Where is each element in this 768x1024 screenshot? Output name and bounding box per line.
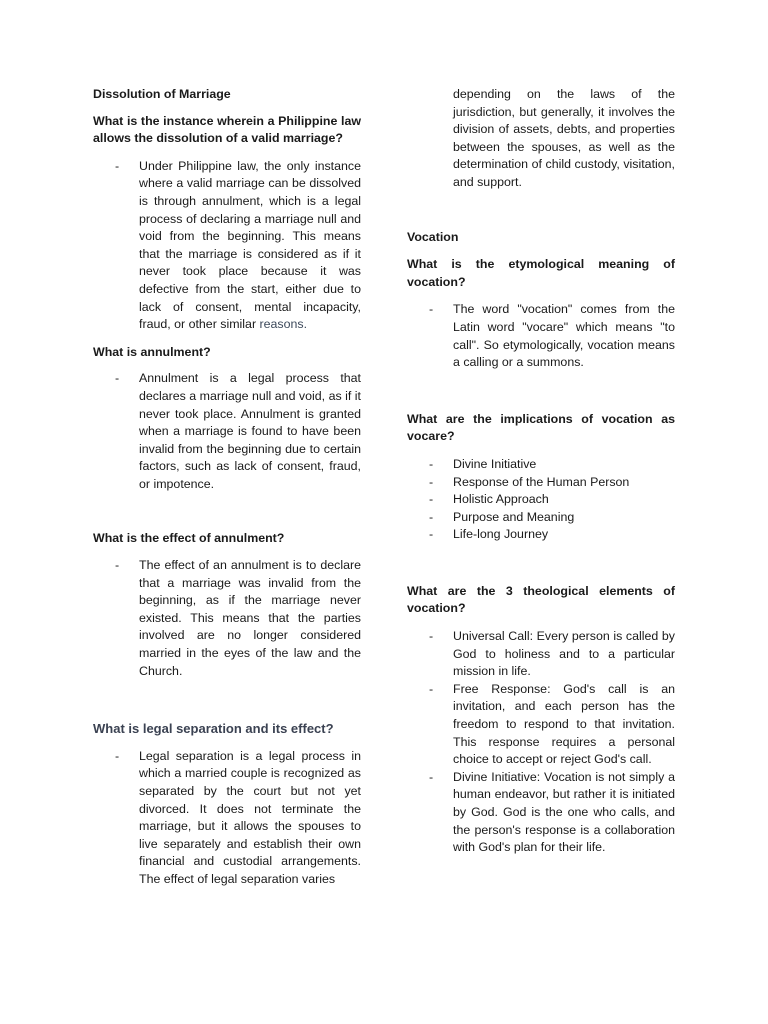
list-item: - Universal Call: Every person is called by God to holiness and to a particular mission in life. xyxy=(407,628,675,681)
continuation-legal-separation: depending on the laws of the jurisdiction, but generally, it involves the division of assets, debts, and properties between the spouses, as well as the determination of child custody, visitation, and support. xyxy=(453,87,675,189)
answer-dissolution xyxy=(93,158,361,334)
list-item: - Purpose and Meaning xyxy=(407,509,675,527)
left-column xyxy=(93,86,361,889)
question-legal-separation: What is legal separation and its effect? xyxy=(93,721,334,737)
question-theological-elements: What are the 3 theological elements of vocation? xyxy=(407,583,675,616)
theological-elements-list xyxy=(407,628,675,857)
answer-list-etymology xyxy=(407,301,675,371)
question-implications: What are the implications of vocation as vocare? xyxy=(407,411,675,444)
answer-list-dissolution xyxy=(93,158,361,334)
question-annulment-effect: What is the effect of annulment? xyxy=(93,531,285,546)
list-item: - Response of the Human Person xyxy=(407,474,675,492)
answer-dissolution-text: Under Philippine law, the only instance where a valid marriage can be dissolved is through annulment, which is a legal process of declaring a marriage null and void from the beginning. This means that the marriage is considered as if it never took place because it was defective from the start, either due to lack of consent, mental incapacity, fraud, or other similar xyxy=(139,158,361,332)
answer-list-legal-separation xyxy=(93,748,361,889)
question-etymology: What is the etymological meaning of vocation? xyxy=(407,257,675,289)
list-item: - Life-long Journey xyxy=(407,526,675,544)
answer-annulment: - Annulment is a legal process that declares a marriage null and void, as if it never took place. Annulment is granted when a marriage is found to have been invalid from the beginning due to certain factors, such as lack of consent, fraud, or impotence. xyxy=(93,370,361,493)
answer-annulment-effect: - The effect of an annulment is to declare that a marriage was invalid from the beginning, as if the marriage never existed. This means that the parties involved are no longer considered married in the eyes of the law and the Church. xyxy=(93,557,361,680)
right-column xyxy=(407,86,675,857)
question-annulment: What is annulment? xyxy=(93,344,211,359)
section-title-dissolution: Dissolution of Marriage xyxy=(93,87,231,101)
list-item: - Free Response: God's call is an invitation, and each person has the freedom to respond to that invitation. This response requires a personal choice to accept or reject God's call. xyxy=(407,681,675,769)
list-item: - Divine Initiative xyxy=(407,456,675,474)
question-dissolution: What is the instance wherein a Philippine law allows the dissolution of a valid marriage? xyxy=(93,113,361,146)
answer-list-annulment xyxy=(93,370,361,493)
section-title-vocation: Vocation xyxy=(407,229,459,244)
answer-etymology: - The word "vocation" comes from the Latin word "vocare" which means "to call". So etymologically, vocation means a calling or a summons. xyxy=(407,301,675,371)
answer-list-annulment-effect xyxy=(93,557,361,680)
answer-legal-separation: - Legal separation is a legal process in which a married couple is recognized as separated by the court but not yet divorced. It does not terminate the marriage, but it allows the spouses to live separately and establish their own financial and custodial arrangements. The effect of legal separation varies xyxy=(93,748,361,889)
list-item: - Divine Initiative: Vocation is not simply a human endeavor, but rather it is initiated by God. God is the one who calls, and the person's response is a collaboration with God's plan for their life. xyxy=(407,769,675,857)
list-item: - Holistic Approach xyxy=(407,491,675,509)
implications-list xyxy=(407,456,675,544)
answer-dissolution-tail: reasons. xyxy=(256,317,308,332)
